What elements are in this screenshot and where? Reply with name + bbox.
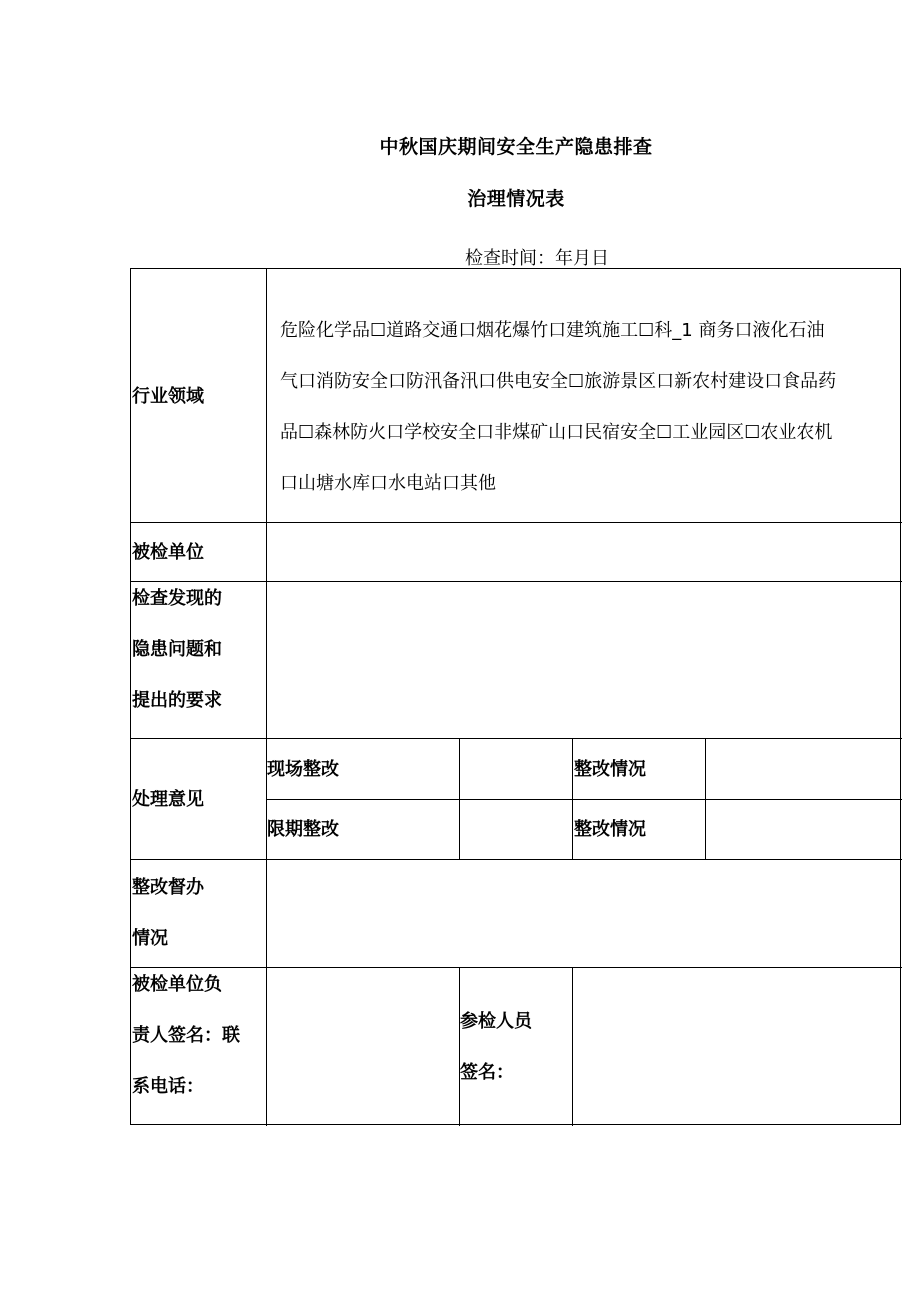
inspection-date-value: 年月日 bbox=[555, 248, 609, 269]
inspector-signature-label bbox=[460, 996, 532, 1098]
inspected-unit-label: 被检单位 bbox=[132, 542, 204, 563]
industry-options bbox=[280, 305, 902, 509]
inspection-table bbox=[130, 268, 901, 1125]
industry-options-line: 气口消防安全口防汛备汛口供电安全☐旅游景区口新农村建设口食品药 bbox=[280, 371, 837, 392]
hazards-label-line: 检查发现的 bbox=[132, 588, 222, 609]
row-divider bbox=[131, 738, 902, 739]
unit-head-signature-label bbox=[132, 959, 240, 1112]
unit-head-signature-line: 责人签名：联 bbox=[132, 1025, 240, 1046]
inspection-date-label: 检查时间： bbox=[465, 248, 555, 269]
hazards-value-cell[interactable] bbox=[268, 582, 901, 737]
inspection-date bbox=[465, 244, 609, 270]
hazards-label-line: 隐患问题和 bbox=[132, 639, 222, 660]
column-divider bbox=[459, 738, 460, 859]
row-divider bbox=[131, 967, 902, 968]
industry-options-line: 品☐森林防火口学校安全口非煤矿山口民宿安全☐工业园区☐农业农机 bbox=[280, 422, 833, 443]
column-divider bbox=[705, 738, 706, 859]
handling-label: 处理意见 bbox=[132, 789, 204, 810]
supervision-value-cell[interactable] bbox=[268, 860, 901, 966]
supervision-label bbox=[132, 862, 204, 964]
row-divider bbox=[266, 799, 902, 800]
industry-options-line: 口山塘水库口水电站口其他 bbox=[280, 473, 496, 494]
document-subtitle: 治理情况表 bbox=[467, 188, 565, 210]
inspected-unit-value-cell[interactable] bbox=[268, 523, 901, 580]
onsite-rectification-label: 现场整改 bbox=[267, 759, 339, 780]
unit-head-signature-line: 系电话： bbox=[132, 1076, 204, 1097]
column-divider bbox=[572, 967, 573, 1126]
column-divider bbox=[266, 269, 267, 1126]
rectification-status-label: 整改情况 bbox=[574, 819, 646, 840]
inspector-signature-line: 参检人员 bbox=[460, 1011, 532, 1032]
rectification-status-label: 整改情况 bbox=[574, 759, 646, 780]
deadline-rectification-label: 限期整改 bbox=[267, 819, 339, 840]
supervision-label-line: 整改督办 bbox=[132, 877, 204, 898]
industry-options-line: 危险化学品☐道路交通口烟花爆竹口建筑施工☐科_1 商务口液化石油 bbox=[280, 320, 825, 341]
hazards-label bbox=[132, 573, 222, 726]
column-divider bbox=[572, 738, 573, 859]
hazards-label-line: 提出的要求 bbox=[132, 690, 222, 711]
supervision-label-line: 情况 bbox=[132, 928, 168, 949]
unit-head-signature-line: 被检单位负 bbox=[132, 974, 222, 995]
industry-label: 行业领域 bbox=[132, 386, 204, 407]
inspector-signature-line: 签名： bbox=[460, 1062, 514, 1083]
document-title: 中秋国庆期间安全生产隐患排查 bbox=[379, 136, 653, 158]
